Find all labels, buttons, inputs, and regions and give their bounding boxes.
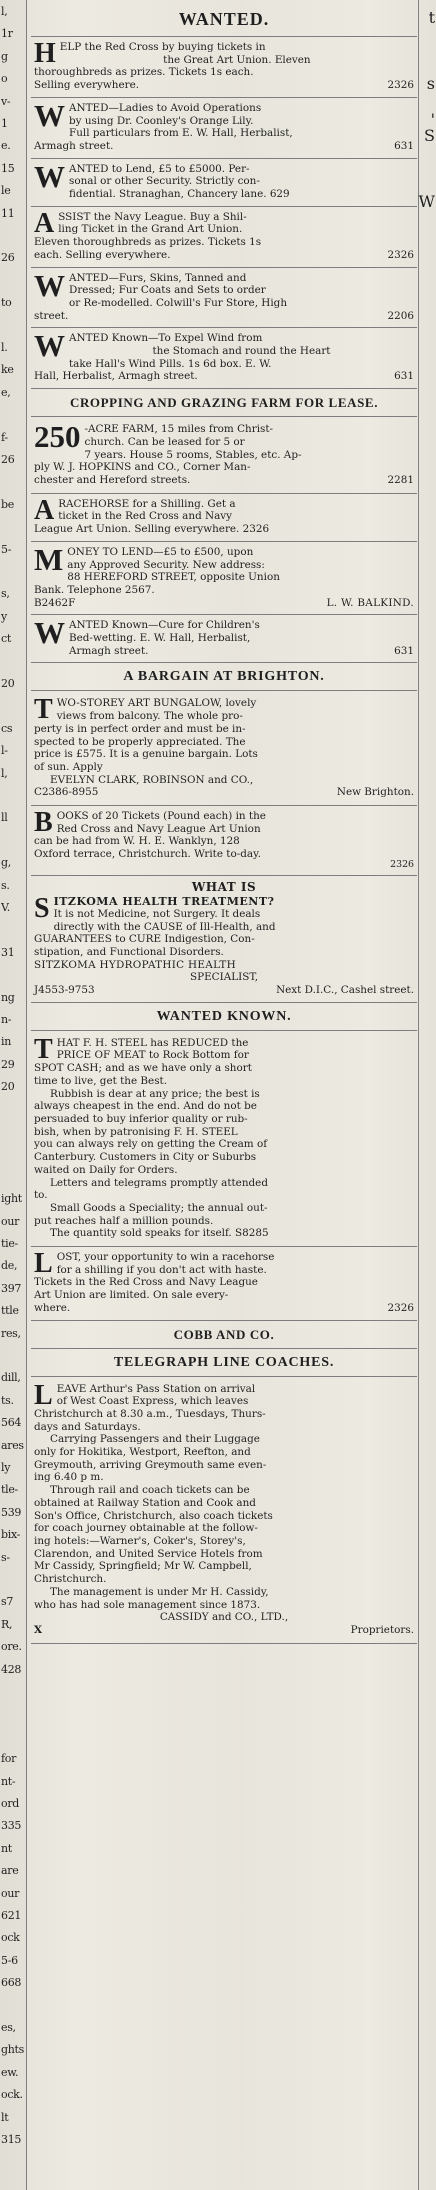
left-strip-fragment: ghts bbox=[1, 2044, 24, 2057]
ad-line: Greymouth, arriving Greymouth same even- bbox=[34, 1458, 267, 1471]
ad-line: OST, your opportunity to win a racehorse bbox=[56, 1251, 275, 1264]
racehorse-ad bbox=[31, 494, 417, 542]
left-strip-fragment: n- bbox=[1, 1014, 12, 1026]
ad-line: bish, when by patronising F. H. STEEL bbox=[34, 1125, 238, 1138]
right-edge-fragment: S bbox=[424, 126, 435, 145]
left-strip-fragment: 5-6 bbox=[1, 1954, 18, 1967]
red-cross-ad bbox=[31, 37, 417, 98]
left-strip-fragment: de, bbox=[1, 1260, 18, 1273]
ad-line: directly with the CAUSE of Ill-Health, and bbox=[53, 920, 276, 933]
ad-line: ONEY TO LEND—£5 to £500, upon bbox=[67, 545, 254, 558]
left-strip-fragment: tle- bbox=[1, 1484, 18, 1497]
ad-line: EVELYN CLARK, ROBINSON and CO., bbox=[50, 773, 254, 786]
navy-league-ad bbox=[31, 207, 417, 268]
ad-line: 7 years. House 5 rooms, Stables, etc. Ap- bbox=[84, 448, 302, 461]
sitzkoma-ad bbox=[31, 876, 417, 1003]
left-strip-fragment: l- bbox=[1, 745, 8, 758]
left-strip-fragment: ng bbox=[1, 991, 15, 1004]
ad-line: or Re-modelled. Colwill's Fur Store, High bbox=[69, 296, 288, 309]
ad-line: Christchurch. bbox=[34, 1573, 107, 1586]
ad-line: ANTED Known—To Expel Wind from bbox=[69, 332, 263, 345]
ad-line: Canterbury. Customers in City or Suburbs bbox=[34, 1151, 257, 1164]
left-strip-fragment: nt bbox=[1, 1842, 12, 1855]
ad-line: Son's Office, Christchurch, also coach tickets bbox=[34, 1509, 273, 1522]
steel-meat-ad bbox=[31, 1031, 417, 1247]
left-strip-fragment: V. bbox=[1, 902, 10, 914]
ad-line: take Hall's Wind Pills. 1s 6d box. E. W. bbox=[69, 357, 272, 370]
ad-line: spected to be properly appreciated. The bbox=[34, 735, 246, 748]
right-column-fragments bbox=[418, 0, 436, 2190]
ad-line: Christchurch at 8.30 a.m., Tuesdays, Thurs- bbox=[34, 1407, 266, 1420]
ad-line: SPECIALIST, bbox=[189, 971, 259, 984]
ad-line: RACEHORSE for a Shilling. Get a bbox=[58, 497, 236, 510]
bedwetting-ad bbox=[31, 615, 417, 663]
left-strip-fragment: 15 bbox=[1, 162, 15, 175]
dropcap: W bbox=[34, 267, 65, 303]
left-strip-fragment: es, bbox=[1, 2022, 16, 2034]
wanted-headline: WANTED. bbox=[31, 0, 417, 37]
ad-line: Hall, Herbalist, Armagh street. bbox=[34, 370, 198, 383]
left-strip-fragment: bix- bbox=[1, 1529, 21, 1542]
left-strip-fragment: s- bbox=[1, 1551, 10, 1564]
left-strip-fragment: our bbox=[1, 1215, 20, 1228]
ad-line: perty is in perfect order and must be in- bbox=[34, 722, 246, 735]
ad-footer-line bbox=[69, 645, 414, 658]
ad-line: by using Dr. Coonley's Orange Lily. bbox=[69, 114, 254, 127]
ad-line: Carrying Passengers and their Luggage bbox=[50, 1433, 260, 1446]
ad-line: persuaded to buy inferior quality or rub- bbox=[34, 1113, 248, 1125]
dropcap: W bbox=[34, 97, 65, 133]
left-strip-fragment: f- bbox=[1, 431, 8, 444]
ad-line: who has had sole management since 1873. bbox=[34, 1598, 261, 1611]
ad-line: Proprietors. bbox=[350, 1623, 414, 1636]
left-strip-fragment: ock bbox=[1, 1932, 20, 1945]
dropcap: A bbox=[34, 494, 55, 526]
left-strip-fragment: o bbox=[1, 73, 8, 86]
ad-line: Eleven thoroughbreds as prizes. Tickets 1s bbox=[34, 236, 262, 249]
left-strip-fragment: ord bbox=[1, 1798, 20, 1810]
left-strip-fragment: 11 bbox=[1, 207, 15, 220]
left-strip-fragment: are bbox=[1, 1865, 19, 1878]
ad-line: The quantity sold speaks for itself. S8285 bbox=[50, 1227, 269, 1240]
wanted-known-heading: WANTED KNOWN. bbox=[31, 1003, 417, 1031]
ad-line: fidential. Stranaghan, Chancery lane. 629 bbox=[69, 188, 290, 201]
ad-line: Art Union are limited. On sale every- bbox=[34, 1289, 229, 1302]
ad-line: The management is under Mr H. Cassidy, bbox=[50, 1585, 269, 1598]
ad-line: of sun. Apply bbox=[34, 760, 103, 773]
ad-footer-line bbox=[34, 786, 414, 799]
left-strip-fragment: 397 bbox=[1, 1282, 22, 1295]
left-strip-fragment: s. bbox=[1, 879, 10, 892]
ad-footer-line bbox=[34, 249, 414, 262]
left-strip-fragment: le bbox=[1, 185, 11, 198]
left-strip-fragment: 539 bbox=[1, 1506, 22, 1519]
left-strip-fragment: 31 bbox=[1, 946, 15, 959]
left-strip-fragment: 621 bbox=[1, 1910, 22, 1922]
left-strip-fragment: ares bbox=[1, 1439, 24, 1452]
lost-opportunity-ad bbox=[31, 1247, 417, 1321]
left-strip-fragment: for bbox=[1, 1753, 17, 1766]
ad-line: for coach journey obtainable at the follow- bbox=[34, 1522, 258, 1535]
left-strip-fragment: e, bbox=[1, 386, 11, 399]
ad-line: ply W. J. HOPKINS and CO., Corner Man- bbox=[34, 461, 251, 474]
ad-line: Mr Cassidy, Springfield; Mr W. Campbell, bbox=[34, 1560, 252, 1573]
ad-subheading: WHAT IS bbox=[191, 879, 257, 894]
ad-line: always cheapest in the end. And do not be bbox=[34, 1100, 257, 1113]
left-strip-fragment: y bbox=[1, 610, 7, 623]
ad-line: ITZKOMA HEALTH TREATMENT? bbox=[53, 894, 275, 908]
left-strip-fragment: ight bbox=[1, 1193, 22, 1206]
telegraph-heading: TELEGRAPH LINE COACHES. bbox=[31, 1349, 417, 1377]
ad-line: of West Coast Express, which leaves bbox=[56, 1395, 249, 1408]
ad-line: thoroughbreds as prizes. Tickets 1s each. bbox=[34, 66, 254, 79]
left-strip-fragment: to bbox=[1, 297, 12, 310]
ad-line: -ACRE FARM, 15 miles from Christ- bbox=[84, 423, 274, 436]
ad-line: each. Selling everywhere. bbox=[34, 248, 171, 261]
ad-line: League Art Union. Selling everywhere. 2326 bbox=[34, 523, 270, 536]
left-strip-fragment: ly bbox=[1, 1462, 11, 1474]
ad-line: price is £575. It is a genuine bargain. Lots bbox=[34, 748, 258, 761]
ad-line: Bed-wetting. E. W. Hall, Herbalist, bbox=[69, 632, 251, 645]
dropcap: T bbox=[34, 1033, 53, 1065]
ad-line: Red Cross and Navy League Art Union bbox=[56, 822, 261, 835]
ad-line: Armagh street. bbox=[69, 644, 149, 657]
ad-line: CASSIDY and CO., LTD., bbox=[159, 1611, 289, 1624]
left-strip-fragment: l. bbox=[1, 342, 8, 354]
ad-line: SPOT CASH; and as we have only a short bbox=[34, 1062, 252, 1075]
ad-line: Armagh street. bbox=[34, 139, 114, 152]
left-strip-fragment: s, bbox=[1, 588, 10, 601]
left-strip-fragment: tie- bbox=[1, 1238, 18, 1250]
left-strip-fragment: lt bbox=[1, 2111, 9, 2124]
left-strip-fragment: 428 bbox=[1, 1663, 22, 1676]
left-strip-fragment: 315 bbox=[1, 2134, 22, 2146]
ad-line: Through rail and coach tickets can be bbox=[50, 1484, 250, 1497]
ad-line: to. bbox=[34, 1189, 48, 1202]
ad-line: street. bbox=[34, 309, 69, 322]
ad-ref: 631 bbox=[394, 370, 414, 383]
dropcap: W bbox=[34, 328, 65, 364]
left-strip-fragment: our bbox=[1, 1887, 20, 1900]
ad-line: ANTED Known—Cure for Children's bbox=[69, 619, 260, 632]
left-strip-fragment: 1r bbox=[1, 28, 13, 41]
left-strip-fragment: 564 bbox=[1, 1417, 22, 1430]
ad-line: SITZKOMA HYDROPATHIC HEALTH bbox=[34, 958, 237, 971]
dropcap: S bbox=[34, 892, 50, 924]
left-strip-fragment: 20 bbox=[1, 678, 15, 690]
left-strip-fragment: nt- bbox=[1, 1775, 16, 1788]
left-strip-fragment: 26 bbox=[1, 252, 15, 265]
ad-line: where. bbox=[34, 1301, 71, 1314]
furs-ad bbox=[31, 268, 417, 329]
dropcap: 250 bbox=[34, 419, 81, 455]
left-strip-fragment: dill, bbox=[1, 1372, 21, 1385]
bargain-section-heading: A BARGAIN AT BRIGHTON. bbox=[31, 663, 417, 691]
left-strip-fragment: g, bbox=[1, 857, 11, 870]
dropcap: A bbox=[34, 207, 55, 239]
right-edge-fragment: t bbox=[428, 8, 435, 27]
left-strip-fragment: v- bbox=[1, 95, 11, 108]
ad-line: church. Can be leased for 5 or bbox=[84, 435, 245, 448]
left-strip-fragment: 668 bbox=[1, 1977, 22, 1990]
left-strip-fragment: 1 bbox=[1, 118, 8, 130]
ad-line: Rubbish is dear at any price; the best is bbox=[50, 1087, 260, 1100]
ad-ref: 2206 bbox=[387, 309, 414, 322]
ad-line: Clarendon, and United Service Hotels from bbox=[34, 1547, 263, 1560]
farm-section-heading: CROPPING AND GRAZING FARM FOR LEASE. bbox=[31, 389, 417, 417]
ad-line: It is not Medicine, not Surgery. It deals bbox=[53, 907, 261, 920]
dropcap: T bbox=[34, 694, 53, 726]
left-strip-fragment: 26 bbox=[1, 454, 15, 466]
ad-line: GUARANTEES to CURE Indigestion, Con- bbox=[34, 933, 255, 946]
ad-line: views from balcony. The whole pro- bbox=[56, 710, 243, 723]
right-edge-fragment: W bbox=[418, 192, 435, 211]
dropcap: B bbox=[34, 807, 53, 839]
ad-line: ling Ticket in the Grand Art Union. bbox=[58, 223, 243, 236]
ad-footer-line bbox=[34, 984, 414, 997]
ad-line: PRICE OF MEAT to Rock Bottom for bbox=[56, 1049, 249, 1062]
left-strip-fragment: ke bbox=[1, 364, 14, 377]
left-strip-fragment: cs bbox=[1, 722, 13, 735]
ad-line: only for Hokitika, Westport, Reefton, and bbox=[34, 1446, 251, 1459]
left-strip-fragment: ll bbox=[1, 812, 8, 825]
ad-line: for a shilling if you don't act with haste. bbox=[56, 1263, 267, 1276]
ad-line: Dressed; Fur Coats and Sets to order bbox=[69, 284, 266, 297]
ad-line: the Stomach and round the Heart bbox=[152, 345, 331, 358]
ad-footer-line bbox=[34, 79, 414, 92]
left-strip-fragment: l, bbox=[1, 6, 8, 18]
bungalow-ad bbox=[31, 691, 417, 806]
left-strip-fragment: ew. bbox=[1, 2066, 19, 2079]
left-strip-fragment: 20 bbox=[1, 1081, 15, 1094]
ladies-ad bbox=[31, 98, 417, 159]
left-strip-fragment: l, bbox=[1, 767, 8, 780]
ad-footer-line bbox=[34, 310, 414, 323]
farm-ad bbox=[31, 417, 417, 494]
right-edge-fragment: ' bbox=[430, 110, 435, 129]
ad-ref: J4553-9753 bbox=[34, 984, 95, 997]
ad-line: Oxford terrace, Christchurch. Write to-day. bbox=[34, 848, 261, 861]
ad-line: put reaches half a million pounds. bbox=[34, 1214, 214, 1227]
ad-line: Small Goods a Speciality; the annual out- bbox=[50, 1201, 268, 1214]
ad-line: the Great Art Union. Eleven bbox=[163, 53, 311, 66]
ad-signoff: L. W. BALKIND. bbox=[326, 596, 414, 609]
ad-line: time to live, get the Best. bbox=[34, 1074, 168, 1087]
left-strip-fragment: ts. bbox=[1, 1394, 14, 1407]
ad-line: ing 6.40 p m. bbox=[34, 1471, 104, 1484]
dropcap: L bbox=[34, 1248, 53, 1280]
ad-footer-line bbox=[34, 140, 414, 153]
ad-ref: 631 bbox=[394, 644, 414, 657]
dropcap: W bbox=[34, 158, 65, 194]
left-strip-fragment: e. bbox=[1, 140, 11, 153]
ad-line: stipation, and Functional Disorders. bbox=[34, 945, 224, 958]
left-strip-fragment: s7 bbox=[1, 1596, 14, 1609]
wind-pills-ad bbox=[31, 328, 417, 389]
cobb-heading: COBB AND CO. bbox=[31, 1321, 417, 1349]
ad-ref: 2326 bbox=[390, 858, 414, 870]
dropcap: M bbox=[34, 541, 64, 577]
ad-line: EAVE Arthur's Pass Station on arrival bbox=[56, 1382, 256, 1395]
ad-ref: 631 bbox=[394, 139, 414, 152]
ad-footer-line bbox=[34, 370, 414, 383]
ad-ref: 2326 bbox=[387, 1301, 414, 1314]
left-strip-fragment: ct bbox=[1, 633, 11, 646]
left-strip-fragment: 29 bbox=[1, 1058, 15, 1071]
left-column-fragments bbox=[0, 0, 27, 2190]
right-edge-fragment: s bbox=[426, 74, 435, 93]
ad-line: Bank. Telephone 2567. bbox=[34, 583, 155, 596]
ad-line: Full particulars from E. W. Hall, Herbalist, bbox=[69, 127, 293, 140]
ad-line: chester and Hereford streets. bbox=[34, 473, 191, 486]
ad-line: obtained at Railway Station and Cook and bbox=[34, 1496, 256, 1509]
ad-footer-line bbox=[34, 1624, 414, 1637]
ad-line: ANTED—Ladies to Avoid Operations bbox=[69, 101, 262, 114]
ad-line: can be had from W. H. E. Wanklyn, 128 bbox=[34, 835, 240, 848]
ad-footer-line bbox=[34, 597, 414, 610]
left-strip-fragment: ock. bbox=[1, 2089, 23, 2102]
left-strip-fragment: res, bbox=[1, 1327, 21, 1340]
ad-footer-line bbox=[34, 474, 414, 487]
money-to-lend-ad bbox=[31, 542, 417, 616]
classified-column bbox=[31, 0, 417, 2190]
ad-line: ELP the Red Cross by buying tickets in bbox=[59, 41, 266, 53]
lend-ad bbox=[31, 159, 417, 207]
ad-line: HAT F. H. STEEL has REDUCED the bbox=[56, 1036, 249, 1049]
ad-line: ANTED to Lend, £5 to £5000. Per- bbox=[69, 162, 250, 175]
left-strip-fragment: ttle bbox=[1, 1305, 19, 1318]
ad-line: Letters and telegrams promptly attended bbox=[50, 1176, 268, 1189]
left-strip-fragment: 5- bbox=[1, 543, 12, 556]
ad-line: any Approved Security. New address: bbox=[67, 558, 265, 571]
ad-location: New Brighton. bbox=[336, 786, 414, 799]
ad-line: Tickets in the Red Cross and Navy League bbox=[34, 1276, 258, 1289]
left-strip-fragment: 335 bbox=[1, 1820, 22, 1833]
ad-line: you can always rely on getting the Cream of bbox=[34, 1138, 268, 1151]
coaches-ad bbox=[31, 1377, 417, 1644]
left-strip-fragment: ore. bbox=[1, 1641, 22, 1654]
ad-ref: 2326 bbox=[387, 248, 414, 261]
ad-line: Selling everywhere. bbox=[34, 79, 140, 92]
ad-ref: 2281 bbox=[387, 473, 414, 486]
ad-line: WO-STOREY ART BUNGALOW, lovely bbox=[56, 697, 257, 710]
ad-ref: C2386-8955 bbox=[34, 786, 99, 799]
ad-line: sonal or other Security. Strictly con- bbox=[69, 175, 260, 188]
ad-footer-line bbox=[34, 1302, 414, 1315]
ad-line: ing hotels:—Warner's, Coker's, Storey's, bbox=[34, 1534, 246, 1547]
books-ad bbox=[31, 806, 417, 876]
ad-line: OOKS of 20 Tickets (Pound each) in the bbox=[56, 810, 266, 823]
ad-line: ANTED—Furs, Skins, Tanned and bbox=[69, 271, 247, 284]
ad-location: Next D.I.C., Cashel street. bbox=[276, 984, 414, 997]
ad-line: waited on Daily for Orders. bbox=[34, 1163, 178, 1176]
left-strip-fragment: be bbox=[1, 498, 14, 511]
dropcap: L bbox=[34, 1379, 53, 1411]
dropcap: H bbox=[34, 38, 56, 69]
left-strip-fragment: g bbox=[1, 50, 8, 63]
ad-ref: B2462F bbox=[34, 596, 76, 609]
left-strip-fragment: in bbox=[1, 1036, 12, 1049]
ad-line: ticket in the Red Cross and Navy bbox=[58, 510, 233, 523]
ad-line: 88 HEREFORD STREET, opposite Union bbox=[67, 571, 280, 584]
left-strip-fragment: R, bbox=[1, 1618, 13, 1631]
ad-mark: X bbox=[34, 1623, 43, 1636]
dropcap: W bbox=[34, 615, 65, 651]
ad-line: days and Saturdays. bbox=[34, 1420, 141, 1433]
ad-ref: 2326 bbox=[387, 79, 414, 92]
ad-line: SSIST the Navy League. Buy a Shil- bbox=[58, 210, 247, 223]
